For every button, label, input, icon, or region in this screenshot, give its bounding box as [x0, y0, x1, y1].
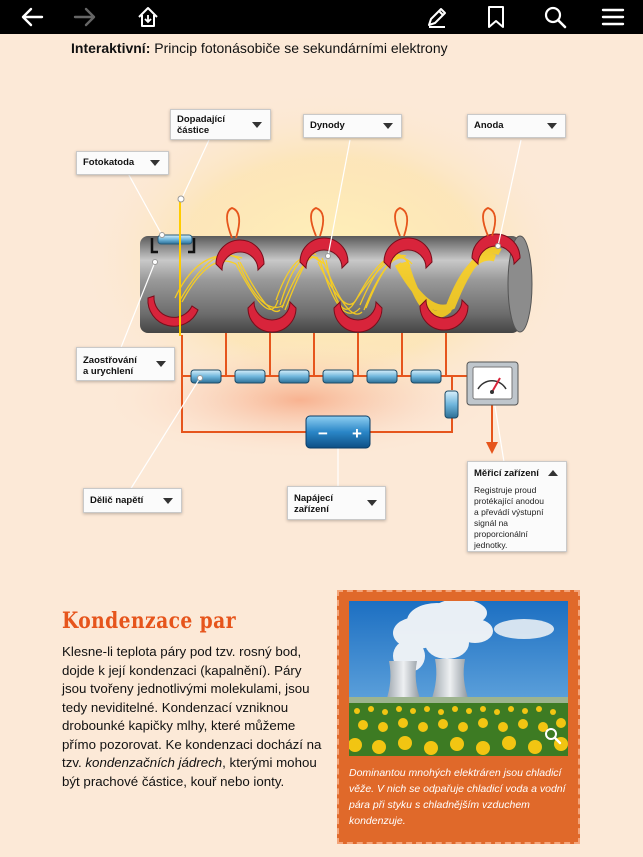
callout-delic-napeti[interactable]: Dělič napětí — [83, 488, 182, 513]
callout-merici-zarizeni[interactable]: Měřicí zařízení Registruje proud protékající anodou a převádí výstupní signál na proporcionální jednotky. — [467, 461, 567, 552]
cooling-towers-photo[interactable] — [349, 601, 568, 756]
chevron-down-icon — [547, 123, 557, 129]
callout-napajeci-zarizeni[interactable]: Napájecí zařízení — [287, 486, 386, 520]
chevron-down-icon — [367, 500, 377, 506]
section-body: Klesne-li teplota páry pod tzv. rosný bod, dojde k její kondenzaci (kapalnění). Páry jsou tvořeny jednotlivými molekulami, jsou tedy neviditelné. Kondenzací vzniknou drobounké kapičky mlhy, které můžeme přímo pozorovat. Ke kondenzaci dochází na tzv. kondenzačních jádrech, kterými mohou být prachové částice, kouř nebo ionty. — [62, 644, 322, 789]
magnifier-icon[interactable] — [544, 727, 562, 750]
battery-plus: + — [352, 424, 362, 443]
chevron-down-icon — [163, 498, 173, 504]
callout-dynody[interactable]: Dynody — [303, 114, 402, 138]
chevron-down-icon — [383, 123, 393, 129]
chevron-up-icon — [548, 470, 558, 476]
battery-minus: − — [318, 424, 328, 443]
chevron-down-icon — [156, 361, 166, 367]
power-supply-battery — [306, 416, 370, 448]
page-title: Interaktivní: Princip fotonásobiče se sekundárními elektrony — [71, 40, 448, 56]
callout-description: Registruje proud protékající anodou a převádí výstupní signál na proporcionální jednotky. — [474, 485, 544, 550]
chevron-down-icon — [252, 122, 262, 128]
callout-dopadajici-castice[interactable]: Dopadající částice — [170, 109, 271, 140]
current-arrow — [486, 442, 498, 454]
section-title: Kondenzace par — [62, 608, 237, 634]
photo-caption: Dominantou mnohých elektráren jsou chladicí věže. V nich se odpařuje chladicí voda a vodní pára při styku s chladnějším vzduchem kondenzuje. — [349, 767, 566, 827]
callout-anoda[interactable]: Anoda — [467, 114, 566, 138]
chevron-down-icon — [150, 160, 160, 166]
callout-zaostrovani[interactable]: Zaostřování a urychlení — [76, 347, 175, 381]
callout-fotokatoda[interactable]: Fotokatoda — [76, 151, 169, 175]
measuring-meter — [467, 362, 518, 405]
